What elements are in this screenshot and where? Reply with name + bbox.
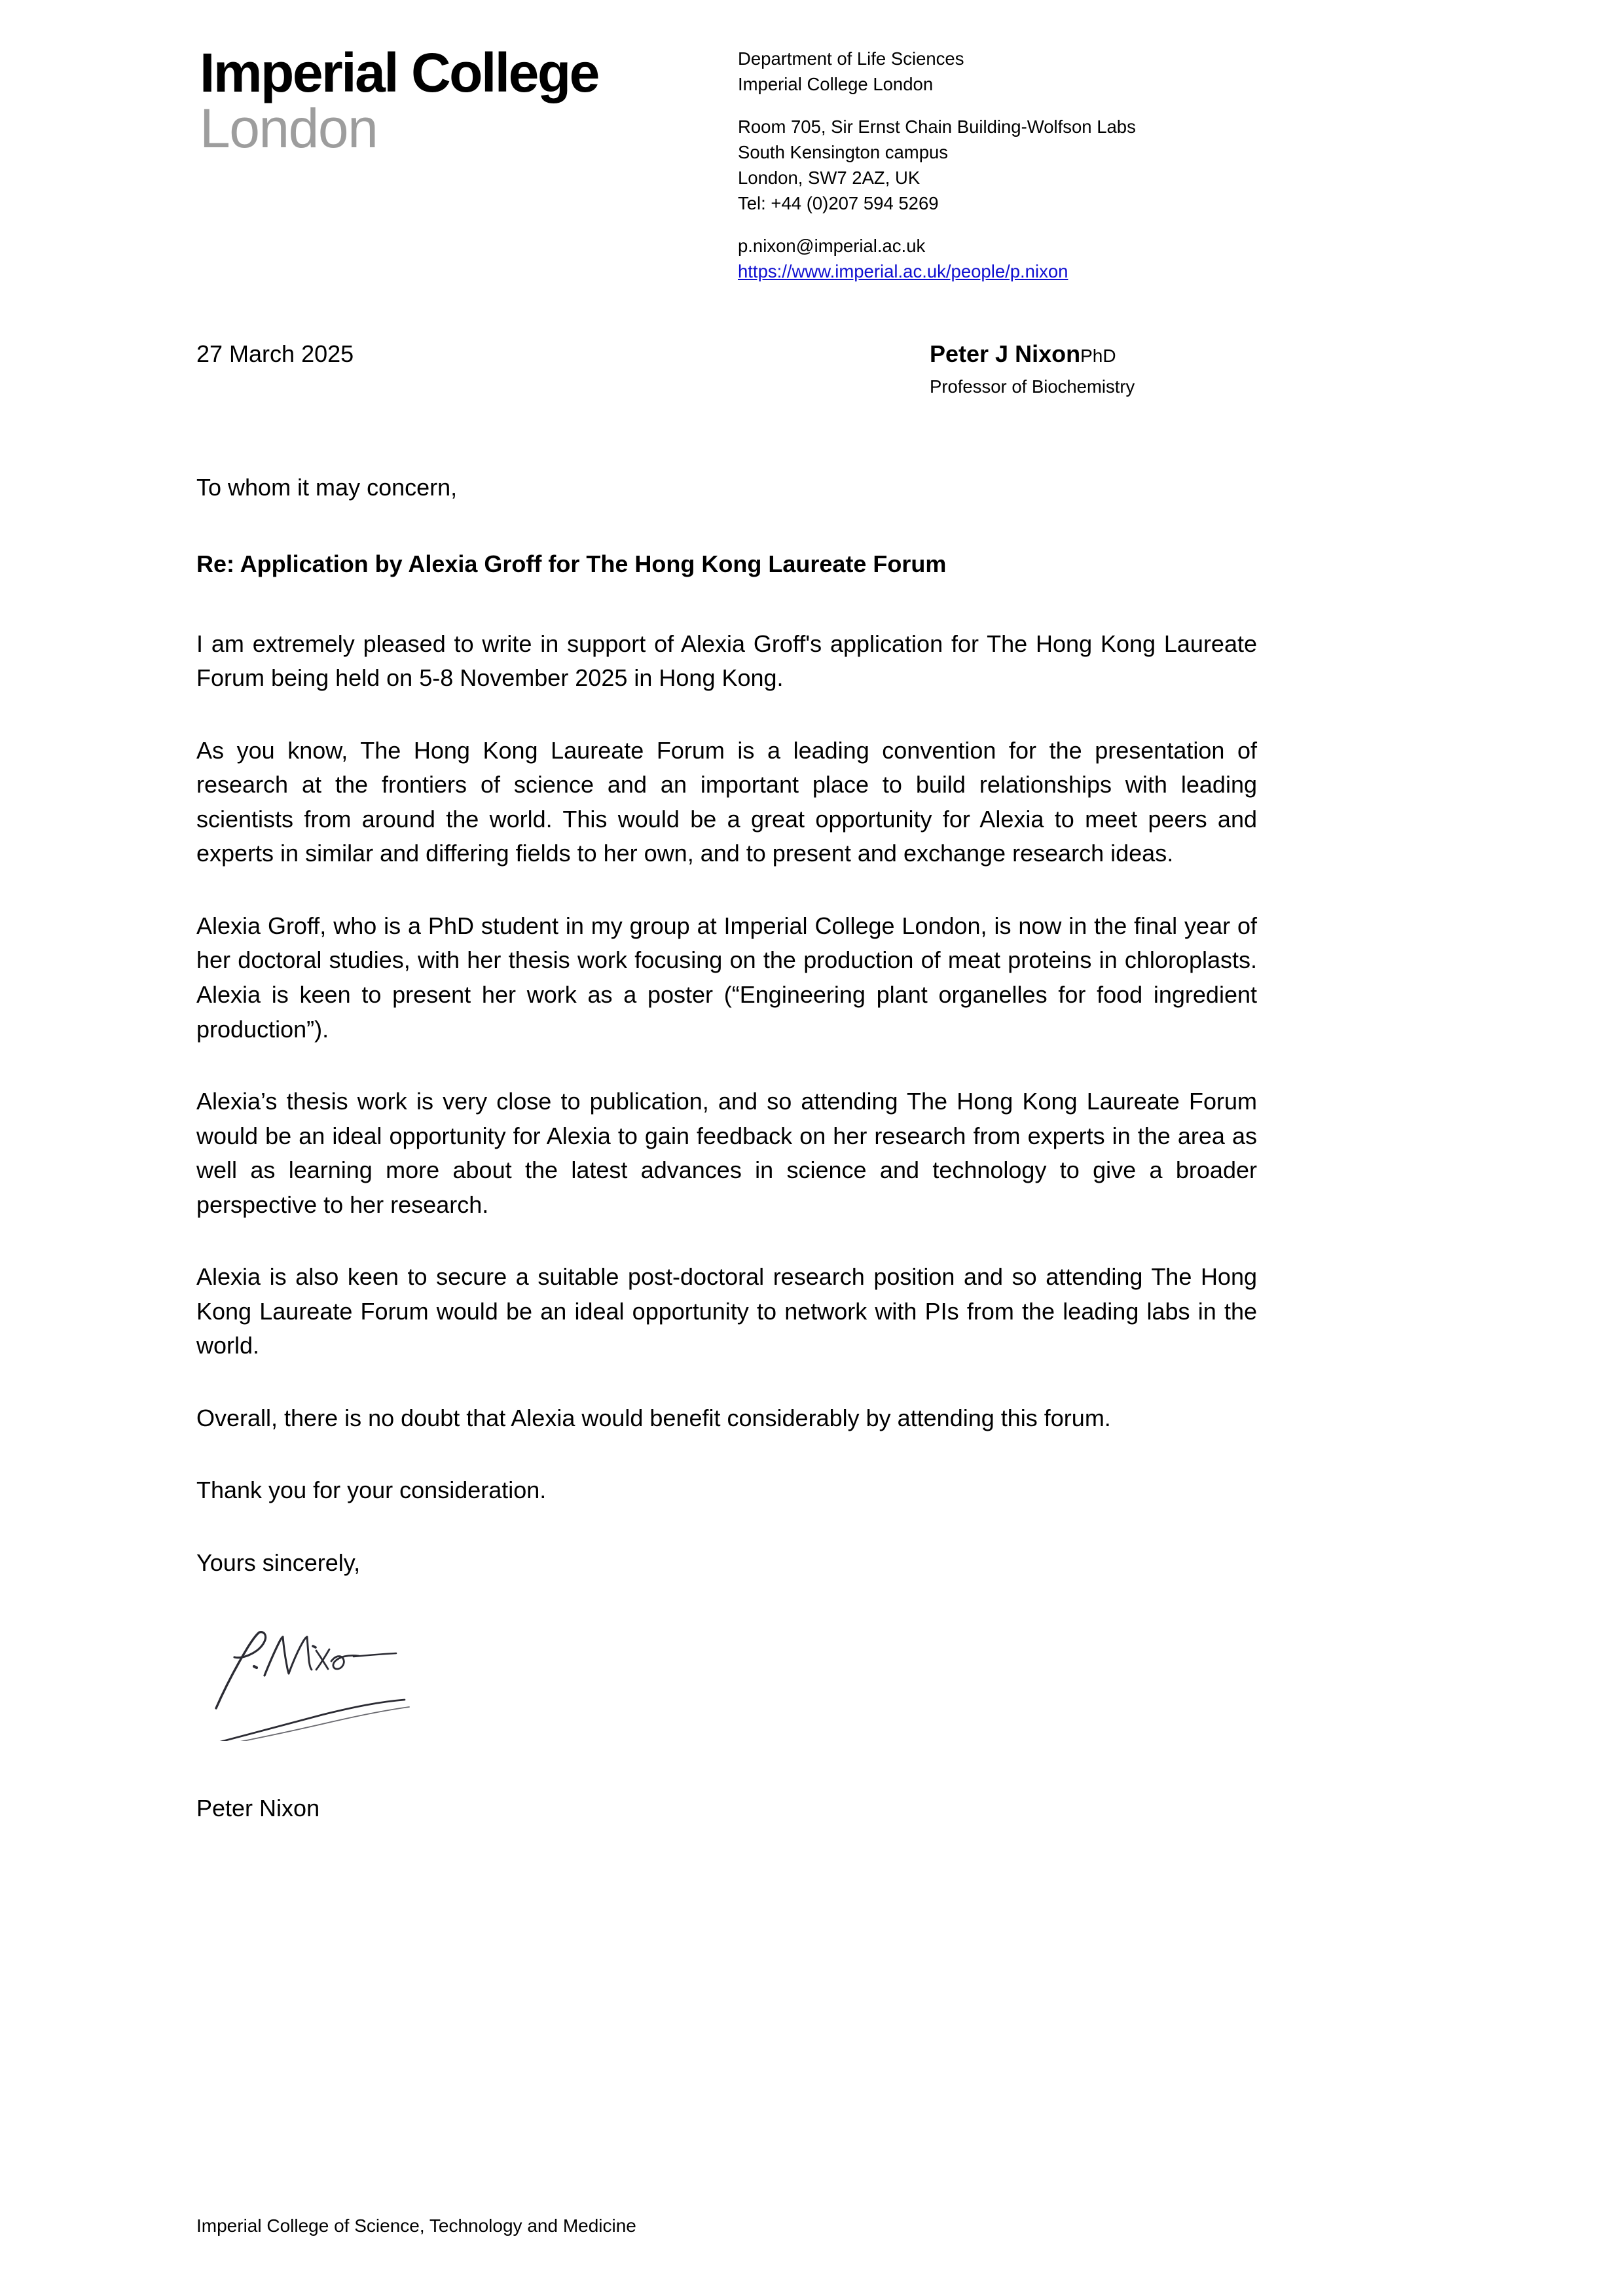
address-department: Department of Life Sciences <box>738 48 964 69</box>
address-spacer-2 <box>738 216 1427 233</box>
thanks-line: Thank you for your consideration. <box>196 1477 547 1504</box>
body-paragraph: Overall, there is no doubt that Alexia would benefit considerably by attending this forum. <box>196 1404 1111 1431</box>
signature-area <box>196 1610 786 1824</box>
imperial-college-logo <box>196 42 658 160</box>
signer-degree: PhD <box>1080 346 1116 366</box>
address-website-link[interactable]: https://www.imperial.ac.uk/people/p.nixon <box>738 261 1068 282</box>
logo-london-text: London <box>200 98 378 160</box>
body-paragraph: As you know, The Hong Kong Laureate Forum is a leading convention for the presentation of research at the frontiers of science and an important place to build relationships with leading scientists from around the world. This would be a great opportunity for Alexia to meet peers and experts in similar and differing fields to her own, and to present and exchange research ideas. <box>196 736 1257 867</box>
page-footer: Imperial College of Science, Technology and Medicine <box>196 2215 636 2236</box>
subject-line: Re: Application by Alexia Groff for The Hong Kong Laureate Forum <box>196 550 947 577</box>
logo-imperial-college-text: Imperial College <box>200 42 598 103</box>
date-and-signer-row <box>196 339 1427 399</box>
address-campus: South Kensington campus <box>738 142 949 163</box>
address-institution: Imperial College London <box>738 74 934 95</box>
body-paragraph: I am extremely pleased to write in support of Alexia Groff's application for The Hong Kong Laureate Forum being held on 5-8 November 2025 in Hong Kong. <box>196 630 1257 692</box>
handwritten-signature-image <box>196 1610 471 1741</box>
signer-job-title: Professor of Biochemistry <box>930 376 1135 397</box>
address-city-postcode: London, SW7 2AZ, UK <box>738 168 921 188</box>
address-room: Room 705, Sir Ernst Chain Building-Wolfson Labs <box>738 117 1136 137</box>
address-telephone: Tel: +44 (0)207 594 5269 <box>738 193 939 214</box>
signer-name: Peter J Nixon <box>930 340 1081 367</box>
body-paragraph: Alexia Groff, who is a PhD student in my group at Imperial College London, is now in the final year of her doctoral studies, with her thesis work focusing on the production of meat proteins in chloroplasts. Alexia is keen to present her work as a poster (“Engineering plant organelles for food ingredient production”). <box>196 912 1257 1043</box>
letterhead <box>196 42 1427 284</box>
letter-date: 27 March 2025 <box>196 340 354 367</box>
signer-name-row <box>930 339 1427 370</box>
address-email: p.nixon@imperial.ac.uk <box>738 236 926 257</box>
body-paragraph: Alexia’s thesis work is very close to publication, and so attending The Hong Kong Laureate Forum would be an ideal opportunity for Alexia to gain feedback on her research from experts in the area as well as learning more about the latest advances in science and technology to give a broader perspective to her research. <box>196 1088 1257 1218</box>
signed-name: Peter Nixon <box>196 1795 320 1821</box>
salutation: To whom it may concern, <box>196 474 458 501</box>
closing-line: Yours sincerely, <box>196 1549 361 1576</box>
address-spacer-1 <box>738 97 1427 114</box>
address-block <box>658 46 1427 284</box>
signer-identity <box>930 339 1427 399</box>
body-paragraph: Alexia is also keen to secure a suitable post-doctoral research position and so attending The Hong Kong Laureate Forum would be an ideal opportunity to network with PIs from the leading labs in the world. <box>196 1263 1257 1359</box>
letter-body <box>196 473 1257 1619</box>
